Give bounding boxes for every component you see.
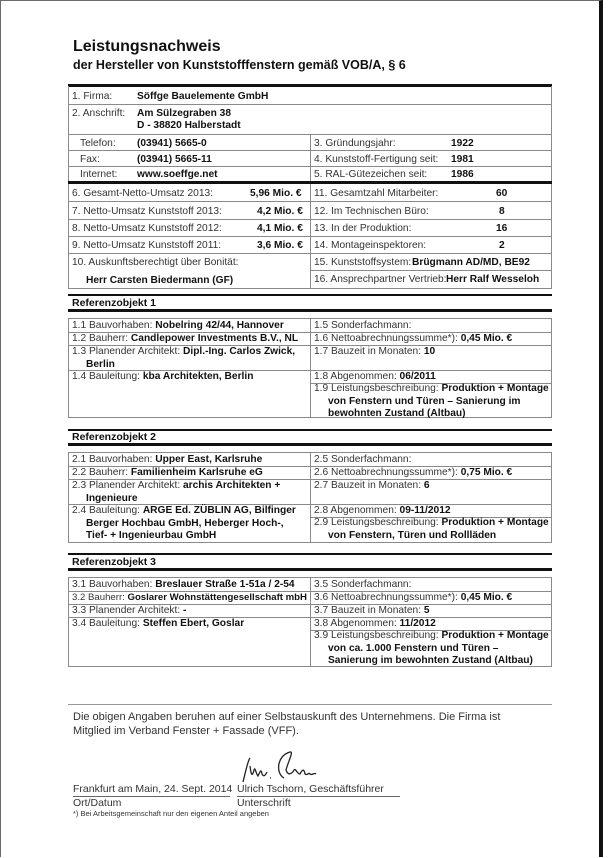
fax-label: Fax: [80, 154, 100, 165]
architekt [72, 605, 186, 618]
divider [310, 318, 311, 418]
figure-value: 4,2 Mio. € [257, 206, 303, 217]
leistungsbeschreibung [314, 630, 549, 668]
telefon-label: Telefon: [80, 138, 116, 149]
place-date-label: Ort/Datum [73, 797, 122, 809]
bauvorhaben-value: Nobelring 42/44, Hannover [155, 320, 284, 331]
abgenommen-label: 3.8 Abgenommen: [314, 618, 397, 629]
anschrift-line2: D - 38820 Halberstadt [137, 120, 241, 131]
abgenommen-label: 2.8 Abgenommen: [314, 505, 397, 516]
bauleitung [72, 505, 296, 543]
bauleitung-value-cont: Berger Hochbau GmbH, Heberger Hoch-, [86, 517, 284, 529]
netto-value: 0,45 Mio. € [460, 592, 513, 603]
figure-label: 9. Netto-Umsatz Kunststoff 2011: [72, 240, 222, 251]
telefon-value: (03941) 5665-0 [137, 138, 207, 149]
section-heading: Referenzobjekt 3 [72, 556, 157, 568]
abgenommen-value: 06/2011 [399, 371, 436, 382]
divider [310, 270, 552, 271]
system-label: 15. Kunststoffsystem: [314, 257, 412, 268]
netto-label: 2.6 Nettoabrechnungssumme*): [314, 467, 458, 478]
figure-value: 2 [499, 240, 505, 251]
bauzeit-label: 1.7 Bauzeit in Monaten: [314, 346, 422, 357]
bauherr-label: 1.2 Bauherr: [72, 333, 129, 344]
leistung-value: Produktion + Montage [441, 630, 549, 641]
abgenommen-value: 11/2012 [399, 618, 436, 629]
bauzeit-label: 3.7 Bauzeit in Monaten: [314, 605, 422, 616]
divider [68, 201, 552, 202]
bauleitung-value: Steffen Ebert, Goslar [142, 618, 245, 629]
signature-image [238, 748, 328, 786]
bonitaet-label: 10. Auskunftsberechtigt über Bonität: [72, 257, 239, 268]
nettoabrechnung [314, 333, 512, 346]
abgenommen [314, 618, 436, 631]
divider [68, 704, 552, 705]
figure-value: 16 [496, 223, 508, 234]
anschrift-line1: Am Sülzegraben 38 [137, 108, 231, 119]
architekt-value: - [183, 605, 187, 616]
divider [68, 288, 552, 289]
architekt-value-cont: Ingenieure [86, 492, 138, 504]
leistung-value-cont: von Fenstern und Türen – Sanierung im [328, 395, 521, 407]
document-subtitle: der Hersteller von Kunststofffenstern gemäß VOB/A, § 6 [73, 58, 406, 72]
figure-label: 13. In der Produktion: [314, 223, 412, 234]
bauvorhaben [72, 579, 295, 592]
firma-label: 1. Firma: [72, 91, 113, 102]
bauvorhaben-label: 3.1 Bauvorhaben: [72, 579, 153, 590]
nettoabrechnung [314, 592, 512, 605]
leistung-value-cont: von Fenstern, Türen und Rollläden [328, 529, 497, 541]
divider [68, 219, 552, 220]
kunststoff-label: 4. Kunststoff-Fertigung seit: [314, 154, 439, 165]
bauleitung-label: 1.4 Bauleitung: [72, 371, 140, 382]
figure-value: 4,1 Mio. € [257, 223, 303, 234]
bauleitung [72, 618, 244, 631]
architekt-label: 2.3 Planender Architekt: [72, 480, 181, 491]
bauzeit [314, 480, 430, 493]
figure-label: 7. Netto-Umsatz Kunststoff 2013: [72, 206, 222, 217]
statement-line1: Die obigen Angaben beruhen auf einer Selbstauskunft des Unternehmens. Die Firma ist [73, 711, 501, 723]
divider [68, 84, 552, 87]
bauvorhaben-label: 2.1 Bauvorhaben: [72, 454, 153, 465]
netto-label: 3.6 Nettoabrechnungssumme*): [314, 592, 458, 603]
signature-label: Unterschrift [237, 797, 291, 809]
leistung-label: 3.9 Leistungsbeschreibung: [314, 630, 439, 641]
figure-label: 8. Netto-Umsatz Kunststoff 2012: [72, 223, 222, 234]
bauherr-value: Familienheim Karlsruhe eG [130, 467, 263, 478]
leistung-value-cont: bewohnten Zustand (Altbau) [328, 408, 466, 419]
bauvorhaben [72, 454, 262, 467]
netto-label: 1.6 Nettoabrechnungssumme*): [314, 333, 458, 344]
section-heading: Referenzobjekt 1 [72, 297, 157, 309]
bauleitung-label: 2.4 Bauleitung: [72, 505, 140, 516]
bauherr-value: Goslarer Wohnstättengesellschaft mbH [127, 592, 307, 603]
system-value: Brügmann AD/MD, BE92 [412, 257, 530, 268]
leistungsbeschreibung [314, 383, 549, 421]
sonderfachmann [314, 320, 411, 333]
leistung-value-cont: von ca. 1.000 Fenstern und Türen – [328, 642, 499, 654]
bauherr [72, 467, 263, 480]
bauzeit-label: 2.7 Bauzeit in Monaten: [314, 480, 422, 491]
bauleitung-label: 3.4 Bauleitung: [72, 618, 140, 629]
bauherr [72, 592, 307, 605]
figure-label: 6. Gesamt-Netto-Umsatz 2013: [72, 188, 213, 199]
sonder-label: 2.5 Sonderfachmann: [314, 454, 412, 465]
bauzeit [314, 346, 435, 359]
divider [310, 134, 311, 182]
architekt-value: archis Architekten + [183, 480, 281, 491]
bauherr [72, 333, 298, 346]
bauvorhaben-label: 1.1 Bauvorhaben: [72, 320, 153, 331]
leistung-value-cont: Sanierung im bewohnten Zustand (Altbau) [328, 655, 533, 666]
abgenommen [314, 505, 451, 518]
sonderfachmann [314, 579, 411, 592]
bauzeit-value: 10 [423, 346, 436, 357]
section-heading: Referenzobjekt 2 [72, 431, 157, 443]
ral-value: 1986 [451, 169, 474, 180]
leistung-value: Produktion + Montage [441, 517, 549, 528]
architekt-value: Dipl.-Ing. Carlos Zwick, [183, 346, 296, 357]
internet-label: Internet: [80, 169, 118, 180]
anschrift-label: 2. Anschrift: [72, 108, 126, 119]
divider [68, 104, 552, 105]
place-date: Frankfurt am Main, 24. Sept. 2014 [73, 783, 233, 795]
bauvorhaben [72, 320, 284, 333]
gruendung-value: 1922 [451, 138, 474, 149]
bauvorhaben-value: Upper East, Karlsruhe [155, 454, 263, 465]
bauherr-value: Candlepower Investments B.V., NL [130, 333, 299, 344]
abgenommen-value: 09-11/2012 [399, 505, 451, 516]
bauzeit-value: 6 [423, 480, 430, 491]
figure-value: 3,6 Mio. € [257, 240, 303, 251]
figure-value: 60 [496, 188, 508, 199]
architekt-label: 1.3 Planender Architekt: [72, 346, 181, 357]
architekt-label: 3.3 Planender Architekt: [72, 605, 181, 616]
footnote: *) Bei Arbeitsgemeinschaft nur den eigenen Anteil angeben [73, 809, 269, 818]
divider [68, 150, 552, 151]
fax-value: (03941) 5665-11 [137, 154, 212, 165]
divider [68, 166, 552, 167]
bauvorhaben-value: Breslauer Straße 1-51a / 2-54 [155, 579, 295, 590]
abgenommen-label: 1.8 Abgenommen: [314, 371, 397, 382]
gruendung-label: 3. Gründungsjahr: [314, 138, 396, 149]
bauleitung-value: ARGE Ed. ZÜBLIN AG, Bilfinger [142, 505, 296, 516]
bauherr-label: 2.2 Bauherr: [72, 467, 129, 478]
kunststoff-value: 1981 [451, 154, 474, 165]
bauzeit-value: 5 [423, 605, 430, 616]
divider [68, 294, 552, 296]
divider [68, 236, 552, 237]
divider [68, 568, 552, 571]
document-title: Leistungsnachweis [73, 38, 221, 55]
sonder-label: 3.5 Sonderfachmann: [314, 579, 412, 590]
architekt [72, 480, 280, 505]
leistung-value: Produktion + Montage [441, 383, 549, 394]
divider [68, 443, 552, 446]
bauleitung-value: kba Architekten, Berlin [142, 371, 254, 382]
figure-label: 12. Im Technischen Büro: [314, 206, 429, 217]
vertrieb-value: Herr Ralf Wesseloh [446, 274, 540, 285]
statement-line2: Mitglied im Verband Fenster + Fassade (VFF). [73, 725, 299, 737]
leistungsbeschreibung [314, 517, 549, 542]
nettoabrechnung [314, 467, 512, 480]
vertrieb-label: 16. Ansprechpartner Vertrieb: [314, 274, 447, 285]
architekt [72, 346, 295, 371]
leistung-label: 1.9 Leistungsbeschreibung: [314, 383, 439, 394]
bauherr-label: 3.2 Bauherr: [72, 592, 125, 603]
divider [68, 309, 552, 312]
architekt-value-cont: Berlin [86, 358, 115, 370]
ral-label: 5. RAL-Gütezeichen seit: [314, 169, 428, 180]
divider [68, 553, 552, 555]
netto-value: 0,75 Mio. € [460, 467, 513, 478]
abgenommen [314, 371, 436, 384]
figure-label: 14. Montageinspektoren: [314, 240, 427, 251]
divider [68, 253, 552, 254]
bauleitung [72, 371, 253, 384]
figure-label: 11. Gesamtzahl Mitarbeiter: [314, 188, 439, 199]
leistung-label: 2.9 Leistungsbeschreibung: [314, 517, 439, 528]
firma-value: Söffge Bauelemente GmbH [137, 91, 269, 102]
bauleitung-value-cont: Tief- + Ingenieurbau GmbH [86, 530, 217, 541]
figure-value: 8 [499, 206, 505, 217]
figure-value: 5,96 Mio. € [250, 188, 302, 199]
bauzeit [314, 605, 430, 618]
sonder-label: 1.5 Sonderfachmann: [314, 320, 412, 331]
bonitaet-value: Herr Carsten Biedermann (GF) [86, 275, 234, 286]
signer-name: Ulrich Tschorn, Geschäftsführer [237, 783, 384, 795]
internet-link[interactable]: www.soeffge.net [137, 169, 218, 180]
sonderfachmann [314, 454, 411, 467]
netto-value: 0,45 Mio. € [460, 333, 513, 344]
